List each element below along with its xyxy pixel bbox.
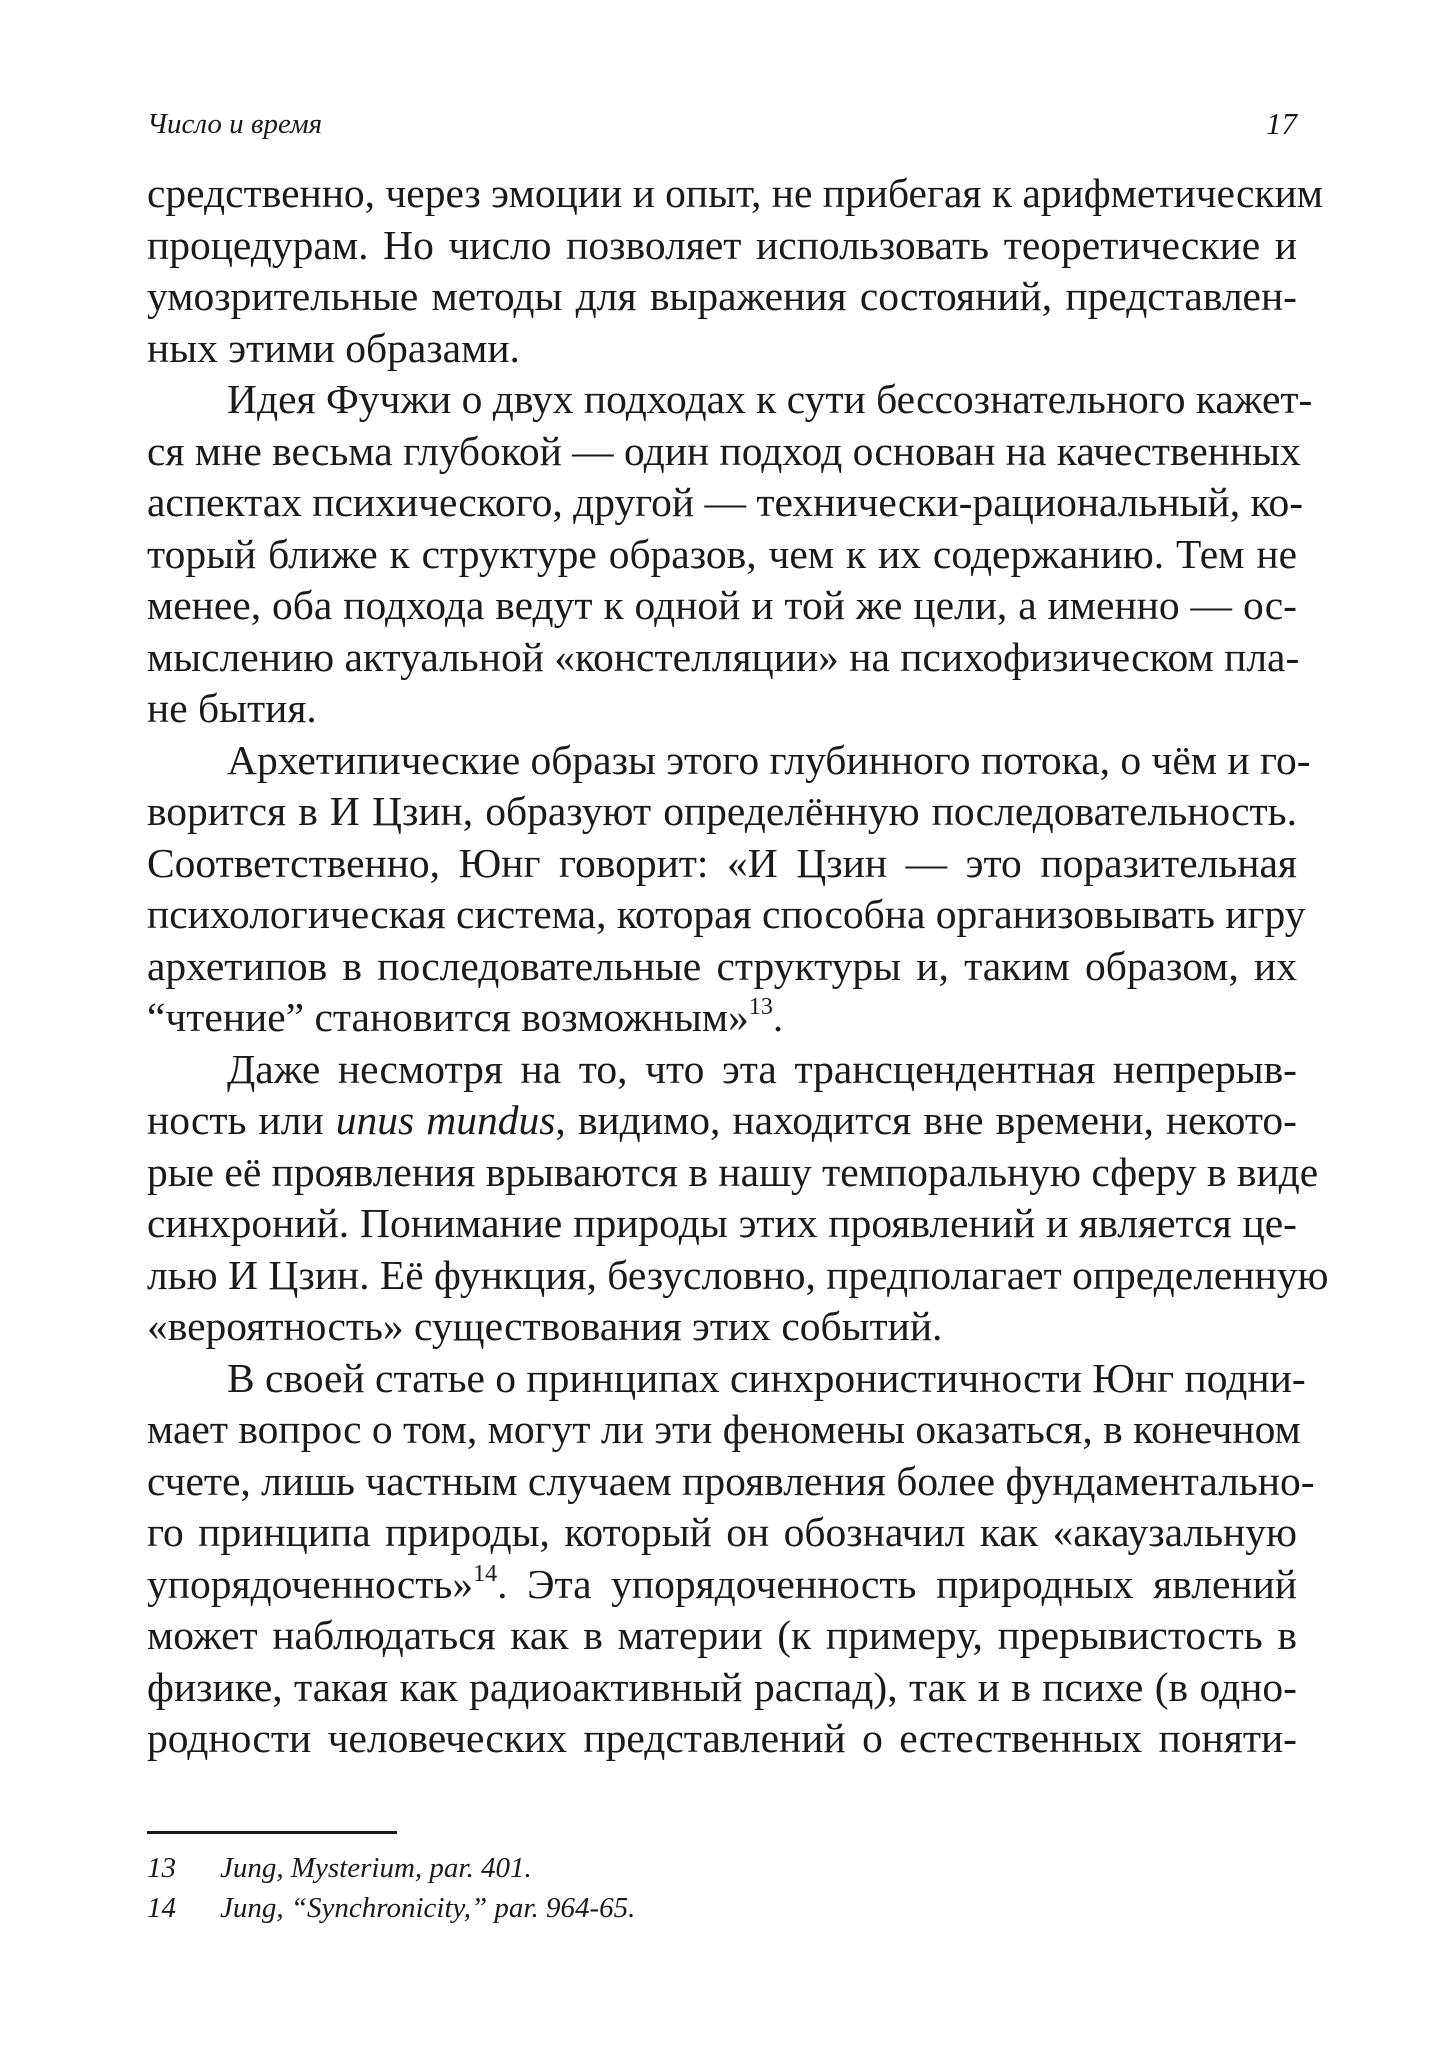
footnote-number: 13 — [147, 1852, 176, 1884]
footnote-number: 14 — [147, 1892, 176, 1924]
text-line: рые её проявления врываются в нашу темпоральную сферу в виде — [147, 1148, 1319, 1195]
text-line — [147, 1095, 1297, 1147]
text-line: Соответственно, Юнг говорит: «И Цзин — это поразительная — [147, 839, 1297, 886]
text-line: лью И Цзин. Её функция, безусловно, предполагает определенную — [147, 1251, 1329, 1298]
text-line: мает вопрос о том, могут ли эти феномены оказаться, в конечном — [147, 1406, 1301, 1452]
text-line: процедурам. Но число позволяет использовать теоретические и — [147, 221, 1297, 268]
text-line: мыслению актуальной «констелляции» на психофизическом пла- — [147, 633, 1300, 680]
paragraph-1 — [147, 168, 1324, 374]
footnotes — [147, 1848, 1297, 1928]
text-line: родности человеческих представлений о естественных поняти- — [147, 1715, 1297, 1761]
text-line: «вероятность» существования этих событий. — [147, 1303, 943, 1349]
text-run: “чтение” становится возможным» — [147, 994, 749, 1040]
text-line: Даже несмотря на то, что эта трансцендентная непрерыв- — [227, 1045, 1297, 1092]
text-line — [147, 992, 1297, 1044]
text-run: ность или — [147, 1097, 336, 1143]
text-line: счете, лишь частным случаем проявления более фундаментально- — [147, 1457, 1315, 1504]
footnote-14 — [147, 1888, 1297, 1928]
text-line: может наблюдаться как в материи (к примеру, прерывистость в — [147, 1612, 1297, 1658]
page-number: 17 — [1266, 106, 1297, 141]
text-line: менее, оба подхода ведут к одной и той же цели, а именно — ос- — [147, 582, 1297, 628]
paragraph-5 — [147, 1353, 1315, 1765]
italic-term: unus mundus — [335, 1097, 556, 1143]
text-line: архетипов в последовательные структуры и, таким образом, их — [147, 942, 1297, 989]
text-line — [147, 1559, 1297, 1611]
footnote-text: Jung, Mysterium, par. 401. — [220, 1852, 532, 1884]
text-line: Идея Фучжи о двух подходах к сути бессознательного кажет- — [227, 376, 1313, 422]
text-run: , видимо, находится вне времени, некото- — [555, 1097, 1297, 1143]
text-line: торый ближе к структуре образов, чем к их содержанию. Тем не — [147, 530, 1297, 577]
running-head — [147, 104, 1297, 144]
text-line: ся мне весьма глубокой — один подход основан на качественных — [147, 427, 1301, 474]
text-line: не бытия. — [147, 685, 317, 731]
paragraph-2 — [147, 374, 1313, 735]
text-line: синхроний. Понимание природы этих проявлений и является це- — [147, 1200, 1297, 1246]
footnote-divider — [147, 1831, 397, 1834]
footnote-13 — [147, 1848, 1297, 1888]
text-line: умозрительные методы для выражения состояний, представлен- — [147, 273, 1297, 319]
text-run: . — [772, 994, 784, 1040]
text-line: го принципа природы, который он обозначил как «акаузальную — [147, 1509, 1297, 1555]
text-line: Архетипические образы этого глубинного потока, о чём и го- — [227, 736, 1311, 783]
text-line: аспектах психического, другой — технически-рациональный, ко- — [147, 479, 1304, 525]
paragraph-4 — [147, 1044, 1329, 1353]
text-run: упорядоченность» — [147, 1560, 474, 1607]
text-line: В своей статье о принципах синхронистичности Юнг подни- — [227, 1354, 1306, 1401]
paragraph-3 — [147, 735, 1311, 1044]
footnote-reference-13: 13 — [748, 994, 773, 1020]
footnote-text: Jung, “Synchronicity,” par. 964-65. — [220, 1892, 636, 1924]
text-line: средственно, через эмоции и опыт, не прибегая к арифметическим — [147, 170, 1324, 216]
text-run: . Эта упорядоченность природных явлений — [497, 1560, 1297, 1607]
text-line: физике, такая как радиоактивный распад), так и в психе (в одно- — [147, 1663, 1297, 1710]
footnote-reference-14: 14 — [473, 1560, 498, 1587]
text-line: ворится в И Цзин, образуют определённую последовательность. — [147, 788, 1297, 834]
running-head-title: Число и время — [147, 108, 323, 140]
body-text — [147, 168, 1329, 1765]
text-line: психологическая система, которая способна организовывать игру — [147, 891, 1306, 937]
text-line: ных этими образами. — [147, 324, 520, 371]
